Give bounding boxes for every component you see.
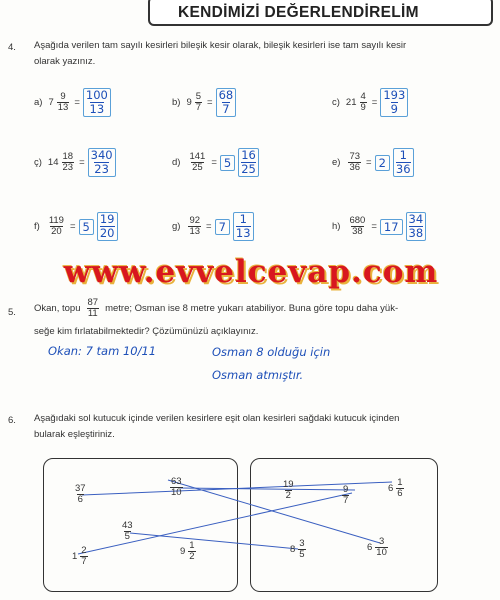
q6-right-numerator: 19: [283, 479, 294, 490]
equals-sign: =: [371, 221, 377, 232]
q4-answer-numerator: 16: [241, 148, 256, 162]
q6-right-denominator: 6: [397, 488, 403, 499]
q6-right-fraction: [375, 537, 388, 558]
q6-right-numerator: 9: [343, 484, 349, 495]
q4-answer-numerator: 193: [383, 88, 406, 102]
q4-answer-numerator: 1: [399, 148, 407, 162]
q6-right-numerator: 3: [378, 536, 385, 547]
q4-item-denominator: 23: [62, 162, 74, 173]
q4-answer-numerator: 100: [85, 88, 108, 102]
q4-answer-whole: 17: [380, 219, 403, 235]
q5-handwriting-2: Osman 8 olduğu için: [212, 345, 331, 359]
q6-right-fraction: [290, 539, 308, 560]
q6-right-numerator: 1: [397, 477, 403, 488]
q6-right-denominator: 2: [285, 490, 291, 501]
q6-left-fraction: [74, 484, 87, 505]
q4-item-whole: 9: [186, 97, 192, 108]
q4-item-whole: 14: [47, 157, 59, 168]
q4-answer-numerator: 34: [408, 212, 424, 226]
q4-item-numerator: 9: [60, 91, 66, 102]
q4-number: 4.: [8, 42, 16, 53]
q4-answer-whole: 2: [375, 155, 390, 171]
q5-handwriting-1: Okan: 7 tam 10/11: [48, 344, 157, 358]
q5-text-b: metre; Osman ise 8 metre yukarı atabiliyor. Buna göre topu daha yük-: [105, 303, 399, 314]
q6-left-fraction: [121, 521, 134, 542]
q6-left-fraction: [188, 541, 195, 562]
q4-text-line2: olarak yazınız.: [34, 56, 96, 67]
q4-item-numerator: 5: [195, 91, 202, 102]
q4-item-denominator: 38: [352, 226, 363, 237]
q6-left-numerator: 1: [189, 540, 195, 551]
q4-answer-whole: 7: [215, 219, 230, 235]
equals-sign: =: [74, 97, 80, 108]
q5-frac-den: 11: [87, 308, 98, 319]
q4-item-whole: 7: [48, 97, 54, 108]
q6-left-fraction: [72, 546, 90, 567]
equals-sign: =: [79, 157, 85, 168]
q4-answer-denominator: 36: [395, 162, 411, 176]
q4-answer-whole: 5: [220, 155, 235, 171]
q4-item-denominator: 36: [349, 162, 361, 173]
q6-left-numerator: 37: [75, 483, 86, 494]
watermark: www.evvelcevap.com: [63, 254, 439, 290]
q6-right-numerator: 3: [299, 538, 305, 549]
q4-item-denominator: 9: [360, 102, 366, 113]
q4-answer-denominator: 13: [89, 102, 105, 116]
q4-answer-numerator: 340: [90, 148, 113, 162]
q4-answer-denominator: 7: [222, 102, 230, 116]
q6-right-denominator: 5: [299, 549, 305, 560]
q4-item-label: e): [332, 157, 341, 168]
q6-left-denominator: 10: [171, 487, 182, 498]
equals-sign: =: [207, 97, 213, 108]
q6-left-fraction: [170, 477, 183, 498]
q6-right-fraction: [396, 478, 403, 499]
q4-item-label: d): [172, 157, 181, 168]
q4-item-label: c): [332, 97, 340, 108]
section-title: KENDİMİZİ DEĞERLENDİRELİM: [178, 4, 419, 21]
q4-item-numerator: 18: [62, 151, 74, 162]
q4-answer-denominator: 20: [99, 226, 115, 240]
q6-right-whole: 8: [290, 544, 296, 555]
q4-item-denominator: 25: [192, 162, 203, 173]
q6-left-numerator: 63: [171, 476, 182, 487]
equals-sign: =: [211, 157, 217, 168]
q6-left-fraction: [72, 484, 89, 505]
q6-left-denominator: 7: [81, 556, 87, 567]
q4-answer-whole: 5: [79, 219, 94, 235]
equals-sign: =: [366, 157, 372, 168]
q6-left-denominator: 2: [189, 551, 195, 562]
q4-item-numerator: 119: [48, 215, 64, 226]
q6-left-numerator: 2: [81, 545, 87, 556]
q6-right-denominator: 7: [343, 495, 349, 506]
q6-left-denominator: 6: [77, 494, 83, 505]
q6-right-fraction: [280, 480, 297, 501]
q6-text-line2: bularak eşleştiriniz.: [34, 429, 115, 440]
q6-left-whole: 9: [180, 546, 186, 557]
q6-right-denominator: 10: [376, 547, 387, 558]
q6-right-fraction: [367, 537, 390, 558]
q4-item-numerator: 73: [349, 151, 361, 162]
q5-number: 5.: [8, 307, 16, 318]
q6-right-whole: 6: [388, 483, 394, 494]
q4-answer-numerator: 1: [239, 212, 247, 226]
q6-number: 6.: [8, 415, 16, 426]
q4-answer-denominator: 25: [241, 162, 256, 176]
q4-item-denominator: 7: [195, 102, 202, 113]
q5-text-a: Okan, topu: [34, 303, 81, 314]
q4-answer-denominator: 13: [235, 226, 251, 240]
q4-item-numerator: 141: [189, 151, 206, 162]
equals-sign: =: [69, 221, 76, 232]
q4-item-numerator: 92: [189, 215, 201, 226]
equals-sign: =: [371, 97, 378, 108]
q4-item-label: f): [34, 221, 40, 232]
q6-right-fraction: [342, 485, 349, 506]
q6-text-line1: Aşağıdaki sol kutucuk içinde verilen kesirlere eşit olan kesirleri sağdaki kutucuk içinden: [34, 413, 400, 424]
q6-left-fraction: [80, 546, 87, 567]
q6-left-fraction: [119, 521, 136, 542]
q4-text-line1: Aşağıda verilen tam sayılı kesirleri bileşik kesir olarak, bileşik kesirleri ise tam sayılı kesir: [34, 40, 407, 51]
q4-item-label: h): [332, 221, 341, 232]
q6-right-fraction: [298, 539, 305, 560]
q6-left-fraction: [168, 477, 185, 498]
q6-right-fraction: [388, 478, 406, 499]
q5-frac-num: 87: [87, 297, 99, 308]
q4-answer-denominator: 9: [390, 102, 398, 116]
q6-right-whole: 6: [367, 542, 373, 553]
q4-item-label: a): [34, 97, 43, 108]
q4-item-whole: 21: [345, 97, 357, 108]
q5-handwriting-3: Osman atmıştır.: [212, 368, 304, 382]
q4-answer-denominator: 23: [94, 162, 109, 176]
q4-item-denominator: 20: [51, 226, 62, 237]
q4-item-numerator: 680: [349, 215, 366, 226]
q6-right-fraction: [340, 485, 351, 506]
q4-item-label: ç): [34, 157, 42, 168]
q4-item-numerator: 4: [360, 91, 366, 102]
q6-left-whole: 1: [72, 551, 78, 562]
q6-right-fraction: [282, 480, 295, 501]
q4-answer-denominator: 38: [408, 226, 424, 240]
q4-item-denominator: 13: [189, 226, 201, 237]
q6-left-fraction: [180, 541, 198, 562]
q4-answer-numerator: 19: [99, 212, 115, 226]
q6-left-denominator: 5: [124, 531, 130, 542]
matching-line: [130, 533, 298, 549]
equals-sign: =: [206, 221, 212, 232]
q4-item-label: b): [172, 97, 181, 108]
q4-item-denominator: 13: [57, 102, 69, 113]
q5-text-line2: seğe kim fırlatabilmektedir? Çözümünüzü açıklayınız.: [34, 326, 259, 337]
q6-left-numerator: 43: [122, 520, 133, 531]
q4-item-label: g): [172, 221, 181, 232]
q4-answer-numerator: 68: [218, 88, 234, 102]
